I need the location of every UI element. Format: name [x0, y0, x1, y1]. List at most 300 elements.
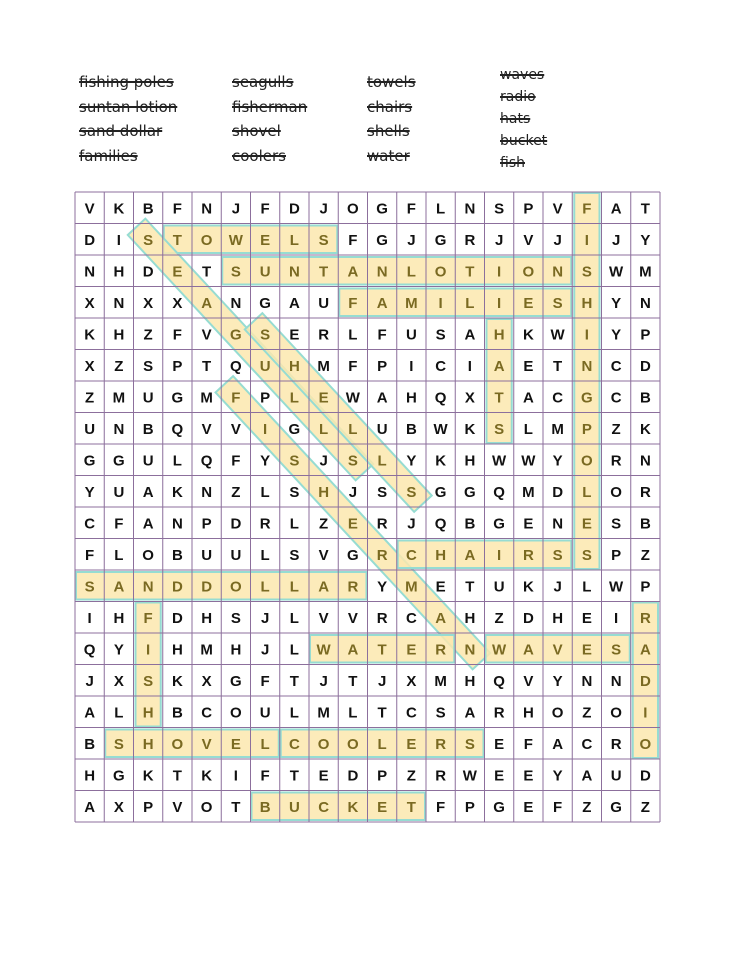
- grid-cell-letter[interactable]: H: [113, 609, 125, 627]
- grid-cell-letter[interactable]: Q: [83, 641, 96, 659]
- grid-cell-letter[interactable]: Z: [319, 515, 329, 533]
- grid-cell-letter[interactable]: N: [639, 294, 651, 312]
- grid-cell-letter[interactable]: U: [376, 420, 388, 438]
- grid-cell-letter[interactable]: A: [552, 735, 564, 753]
- grid-cell-letter[interactable]: G: [464, 483, 476, 501]
- grid-cell-letter[interactable]: M: [639, 263, 652, 281]
- grid-cell-letter[interactable]: V: [201, 326, 212, 344]
- grid-cell-letter[interactable]: D: [201, 578, 213, 596]
- grid-cell-letter[interactable]: B: [639, 389, 651, 407]
- grid-cell-letter[interactable]: C: [435, 357, 447, 375]
- grid-cell-letter[interactable]: C: [84, 515, 96, 533]
- grid-cell-letter[interactable]: A: [201, 294, 213, 312]
- grid-cell-letter[interactable]: R: [522, 546, 534, 564]
- grid-cell-letter[interactable]: G: [376, 231, 388, 249]
- grid-cell-letter[interactable]: A: [347, 263, 359, 281]
- grid-cell-letter[interactable]: X: [201, 672, 212, 690]
- grid-cell-letter[interactable]: K: [171, 483, 183, 501]
- grid-cell-letter[interactable]: V: [201, 420, 212, 438]
- grid-cell-letter[interactable]: E: [406, 641, 417, 659]
- grid-cell-letter[interactable]: O: [171, 735, 184, 753]
- grid-cell-letter[interactable]: A: [347, 641, 359, 659]
- grid-cell-letter[interactable]: C: [581, 735, 593, 753]
- grid-cell-letter[interactable]: G: [493, 798, 505, 816]
- grid-cell-letter[interactable]: C: [288, 735, 300, 753]
- grid-cell-letter[interactable]: J: [260, 609, 270, 627]
- grid-cell-letter[interactable]: K: [142, 767, 154, 785]
- grid-cell-letter[interactable]: Y: [552, 452, 563, 470]
- grid-cell-letter[interactable]: B: [464, 515, 476, 533]
- grid-cell-letter[interactable]: U: [259, 263, 271, 281]
- grid-cell-letter[interactable]: A: [493, 357, 505, 375]
- grid-cell-letter[interactable]: G: [347, 546, 359, 564]
- grid-cell-letter[interactable]: X: [84, 357, 95, 375]
- grid-cell-letter[interactable]: L: [260, 483, 270, 501]
- grid-cell-letter[interactable]: M: [317, 357, 330, 375]
- grid-cell-letter[interactable]: A: [376, 389, 388, 407]
- grid-cell-letter[interactable]: B: [142, 420, 154, 438]
- grid-cell-letter[interactable]: Y: [84, 483, 95, 501]
- grid-cell-letter[interactable]: O: [230, 704, 242, 722]
- grid-cell-letter[interactable]: E: [494, 767, 505, 785]
- grid-cell-letter[interactable]: H: [405, 389, 417, 407]
- grid-cell-letter[interactable]: U: [259, 357, 271, 375]
- grid-cell-letter[interactable]: D: [84, 231, 96, 249]
- grid-cell-letter[interactable]: I: [438, 294, 443, 312]
- grid-cell-letter[interactable]: L: [260, 735, 270, 753]
- grid-cell-letter[interactable]: H: [493, 326, 505, 344]
- grid-cell-letter[interactable]: D: [639, 357, 651, 375]
- grid-cell-letter[interactable]: N: [84, 263, 96, 281]
- grid-cell-letter[interactable]: F: [348, 294, 358, 312]
- grid-cell-letter[interactable]: Q: [171, 420, 184, 438]
- grid-cell-letter[interactable]: C: [610, 357, 622, 375]
- grid-cell-letter[interactable]: T: [494, 389, 504, 407]
- grid-cell-letter[interactable]: A: [435, 609, 447, 627]
- grid-cell-letter[interactable]: D: [171, 609, 183, 627]
- grid-cell-letter[interactable]: N: [171, 515, 183, 533]
- grid-cell-letter[interactable]: V: [230, 420, 241, 438]
- grid-cell-letter[interactable]: W: [609, 263, 624, 281]
- grid-cell-letter[interactable]: L: [319, 420, 329, 438]
- grid-cell-letter[interactable]: F: [231, 389, 241, 407]
- grid-cell-letter[interactable]: U: [288, 798, 300, 816]
- grid-cell-letter[interactable]: N: [142, 578, 154, 596]
- grid-cell-letter[interactable]: E: [435, 578, 446, 596]
- grid-cell-letter[interactable]: G: [581, 389, 593, 407]
- grid-cell-letter[interactable]: H: [435, 546, 447, 564]
- grid-cell-letter[interactable]: L: [582, 578, 592, 596]
- grid-cell-letter[interactable]: G: [434, 483, 447, 501]
- grid-cell-letter[interactable]: O: [347, 200, 359, 218]
- grid-cell-letter[interactable]: J: [348, 483, 358, 501]
- grid-cell-letter[interactable]: S: [84, 578, 95, 596]
- grid-cell-letter[interactable]: A: [318, 578, 330, 596]
- grid-cell-letter[interactable]: W: [609, 578, 624, 596]
- grid-cell-letter[interactable]: T: [202, 357, 212, 375]
- grid-cell-letter[interactable]: H: [288, 357, 300, 375]
- grid-cell-letter[interactable]: W: [492, 452, 507, 470]
- grid-cell-letter[interactable]: Y: [377, 578, 388, 596]
- grid-cell-letter[interactable]: F: [260, 200, 270, 218]
- grid-cell-letter[interactable]: R: [435, 735, 447, 753]
- grid-cell-letter[interactable]: K: [522, 326, 534, 344]
- grid-cell-letter[interactable]: Z: [231, 483, 241, 501]
- grid-cell-letter[interactable]: D: [639, 672, 651, 690]
- grid-cell-letter[interactable]: F: [172, 326, 182, 344]
- grid-cell-letter[interactable]: A: [610, 200, 622, 218]
- grid-cell-letter[interactable]: U: [405, 326, 417, 344]
- grid-cell-letter[interactable]: G: [434, 231, 447, 249]
- grid-cell-letter[interactable]: F: [172, 200, 182, 218]
- grid-cell-letter[interactable]: A: [522, 389, 534, 407]
- grid-cell-letter[interactable]: N: [581, 672, 593, 690]
- grid-cell-letter[interactable]: H: [113, 263, 125, 281]
- grid-cell-letter[interactable]: P: [581, 420, 592, 438]
- grid-cell-letter[interactable]: T: [319, 263, 329, 281]
- grid-cell-letter[interactable]: G: [288, 420, 301, 438]
- grid-cell-letter[interactable]: O: [610, 483, 622, 501]
- grid-cell-letter[interactable]: I: [497, 263, 502, 281]
- grid-cell-letter[interactable]: R: [493, 704, 505, 722]
- grid-cell-letter[interactable]: O: [551, 704, 564, 722]
- grid-cell-letter[interactable]: K: [113, 200, 125, 218]
- grid-cell-letter[interactable]: F: [260, 767, 270, 785]
- grid-cell-letter[interactable]: G: [376, 200, 388, 218]
- grid-cell-letter[interactable]: O: [434, 263, 447, 281]
- grid-cell-letter[interactable]: O: [639, 735, 652, 753]
- grid-cell-letter[interactable]: E: [581, 609, 592, 627]
- grid-cell-letter[interactable]: L: [436, 200, 446, 218]
- grid-cell-letter[interactable]: G: [230, 672, 242, 690]
- grid-cell-letter[interactable]: N: [376, 263, 388, 281]
- grid-cell-letter[interactable]: T: [172, 767, 182, 785]
- grid-cell-letter[interactable]: A: [464, 326, 476, 344]
- grid-cell-letter[interactable]: F: [114, 515, 124, 533]
- grid-cell-letter[interactable]: R: [376, 515, 388, 533]
- grid-cell-letter[interactable]: L: [172, 452, 182, 470]
- grid-cell-letter[interactable]: L: [289, 578, 299, 596]
- grid-cell-letter[interactable]: S: [611, 641, 622, 659]
- grid-cell-letter[interactable]: L: [348, 704, 358, 722]
- grid-cell-letter[interactable]: X: [464, 389, 475, 407]
- grid-cell-letter[interactable]: N: [552, 515, 564, 533]
- grid-cell-letter[interactable]: C: [405, 704, 417, 722]
- grid-cell-letter[interactable]: L: [406, 263, 416, 281]
- grid-cell-letter[interactable]: L: [523, 420, 533, 438]
- grid-cell-letter[interactable]: H: [113, 326, 125, 344]
- grid-cell-letter[interactable]: A: [288, 294, 300, 312]
- grid-cell-letter[interactable]: I: [146, 641, 151, 659]
- grid-cell-letter[interactable]: J: [319, 452, 328, 470]
- grid-cell-letter[interactable]: F: [377, 326, 387, 344]
- grid-cell-letter[interactable]: L: [377, 735, 387, 753]
- grid-cell-letter[interactable]: O: [347, 735, 359, 753]
- grid-cell-letter[interactable]: E: [494, 735, 505, 753]
- grid-cell-letter[interactable]: L: [289, 515, 299, 533]
- grid-cell-letter[interactable]: A: [84, 798, 96, 816]
- grid-cell-letter[interactable]: B: [84, 735, 96, 753]
- grid-cell-letter[interactable]: D: [639, 767, 651, 785]
- grid-cell-letter[interactable]: B: [171, 704, 183, 722]
- grid-cell-letter[interactable]: Y: [113, 641, 124, 659]
- grid-cell-letter[interactable]: S: [289, 483, 300, 501]
- grid-cell-letter[interactable]: C: [552, 389, 564, 407]
- grid-cell-letter[interactable]: N: [288, 263, 300, 281]
- grid-cell-letter[interactable]: M: [112, 389, 126, 407]
- grid-cell-letter[interactable]: T: [231, 798, 241, 816]
- grid-cell-letter[interactable]: Q: [200, 452, 213, 470]
- grid-cell-letter[interactable]: F: [582, 200, 592, 218]
- grid-cell-letter[interactable]: H: [464, 452, 476, 470]
- grid-cell-letter[interactable]: D: [347, 767, 359, 785]
- grid-cell-letter[interactable]: H: [142, 704, 154, 722]
- grid-cell-letter[interactable]: P: [260, 389, 271, 407]
- grid-cell-letter[interactable]: G: [230, 326, 242, 344]
- grid-cell-letter[interactable]: P: [464, 798, 475, 816]
- grid-cell-letter[interactable]: D: [552, 483, 564, 501]
- grid-cell-letter[interactable]: I: [263, 420, 268, 438]
- grid-cell-letter[interactable]: J: [611, 231, 621, 249]
- grid-cell-letter[interactable]: E: [523, 798, 534, 816]
- grid-cell-letter[interactable]: E: [523, 357, 534, 375]
- grid-cell-letter[interactable]: N: [639, 452, 651, 470]
- grid-cell-letter[interactable]: R: [435, 767, 447, 785]
- grid-cell-letter[interactable]: H: [552, 609, 564, 627]
- grid-cell-letter[interactable]: I: [467, 357, 472, 375]
- grid-cell-letter[interactable]: O: [581, 452, 593, 470]
- grid-cell-letter[interactable]: T: [640, 200, 650, 218]
- grid-cell-letter[interactable]: E: [581, 641, 592, 659]
- grid-cell-letter[interactable]: S: [143, 357, 154, 375]
- grid-cell-letter[interactable]: J: [407, 231, 416, 249]
- grid-cell-letter[interactable]: T: [377, 704, 387, 722]
- grid-cell-letter[interactable]: F: [406, 200, 416, 218]
- grid-cell-letter[interactable]: K: [639, 420, 651, 438]
- grid-cell-letter[interactable]: H: [230, 641, 242, 659]
- grid-cell-letter[interactable]: Q: [434, 389, 447, 407]
- grid-cell-letter[interactable]: U: [610, 767, 622, 785]
- grid-cell-letter[interactable]: J: [231, 200, 241, 218]
- grid-cell-letter[interactable]: K: [201, 767, 213, 785]
- grid-cell-letter[interactable]: F: [231, 452, 241, 470]
- grid-cell-letter[interactable]: L: [377, 452, 387, 470]
- grid-cell-letter[interactable]: B: [142, 200, 154, 218]
- grid-cell-letter[interactable]: E: [318, 389, 329, 407]
- grid-cell-letter[interactable]: P: [640, 326, 651, 344]
- grid-cell-letter[interactable]: A: [639, 641, 651, 659]
- grid-cell-letter[interactable]: W: [345, 389, 360, 407]
- grid-cell-letter[interactable]: M: [317, 704, 330, 722]
- grid-cell-letter[interactable]: V: [347, 609, 358, 627]
- grid-cell-letter[interactable]: Y: [611, 294, 622, 312]
- grid-cell-letter[interactable]: H: [84, 767, 96, 785]
- grid-cell-letter[interactable]: I: [497, 546, 502, 564]
- grid-cell-letter[interactable]: R: [376, 609, 388, 627]
- grid-cell-letter[interactable]: J: [319, 200, 328, 218]
- grid-cell-letter[interactable]: S: [494, 200, 505, 218]
- grid-cell-letter[interactable]: S: [464, 735, 475, 753]
- grid-cell-letter[interactable]: S: [435, 704, 446, 722]
- grid-cell-letter[interactable]: T: [406, 798, 416, 816]
- grid-cell-letter[interactable]: P: [201, 515, 212, 533]
- grid-cell-letter[interactable]: M: [551, 420, 564, 438]
- grid-cell-letter[interactable]: N: [113, 420, 125, 438]
- grid-cell-letter[interactable]: K: [171, 672, 183, 690]
- grid-cell-letter[interactable]: X: [113, 672, 124, 690]
- grid-cell-letter[interactable]: F: [85, 546, 95, 564]
- grid-cell-letter[interactable]: N: [581, 357, 593, 375]
- grid-cell-letter[interactable]: Z: [611, 420, 621, 438]
- grid-cell-letter[interactable]: S: [581, 263, 592, 281]
- grid-cell-letter[interactable]: X: [172, 294, 183, 312]
- grid-cell-letter[interactable]: N: [230, 294, 242, 312]
- grid-cell-letter[interactable]: J: [260, 641, 270, 659]
- grid-cell-letter[interactable]: E: [230, 735, 241, 753]
- grid-cell-letter[interactable]: S: [347, 452, 358, 470]
- grid-cell-letter[interactable]: P: [143, 798, 154, 816]
- grid-cell-letter[interactable]: E: [523, 767, 534, 785]
- grid-cell-letter[interactable]: E: [260, 231, 271, 249]
- grid-cell-letter[interactable]: W: [433, 420, 448, 438]
- grid-cell-letter[interactable]: J: [553, 231, 562, 249]
- grid-cell-letter[interactable]: M: [200, 641, 213, 659]
- grid-cell-letter[interactable]: T: [202, 263, 212, 281]
- grid-cell-letter[interactable]: U: [142, 389, 154, 407]
- grid-cell-letter[interactable]: F: [260, 672, 270, 690]
- grid-cell-letter[interactable]: Z: [114, 357, 124, 375]
- grid-cell-letter[interactable]: F: [348, 357, 358, 375]
- grid-cell-letter[interactable]: A: [464, 546, 476, 564]
- grid-cell-letter[interactable]: N: [201, 200, 213, 218]
- grid-cell-letter[interactable]: S: [260, 326, 271, 344]
- grid-cell-letter[interactable]: W: [228, 231, 243, 249]
- grid-cell-letter[interactable]: M: [522, 483, 535, 501]
- grid-cell-letter[interactable]: S: [494, 420, 505, 438]
- grid-cell-letter[interactable]: R: [464, 231, 476, 249]
- grid-cell-letter[interactable]: I: [643, 704, 648, 722]
- grid-cell-letter[interactable]: O: [317, 735, 330, 753]
- grid-cell-letter[interactable]: X: [143, 294, 154, 312]
- grid-cell-letter[interactable]: T: [289, 672, 299, 690]
- grid-cell-letter[interactable]: U: [318, 294, 330, 312]
- grid-cell-letter[interactable]: L: [289, 704, 299, 722]
- grid-cell-letter[interactable]: T: [348, 672, 358, 690]
- grid-cell-letter[interactable]: P: [640, 578, 651, 596]
- grid-cell-letter[interactable]: U: [113, 483, 125, 501]
- grid-cell-letter[interactable]: U: [201, 546, 213, 564]
- grid-cell-letter[interactable]: Y: [260, 452, 271, 470]
- grid-cell-letter[interactable]: S: [318, 231, 329, 249]
- grid-cell-letter[interactable]: Y: [552, 672, 563, 690]
- grid-cell-letter[interactable]: C: [318, 798, 330, 816]
- grid-cell-letter[interactable]: V: [552, 200, 563, 218]
- grid-cell-letter[interactable]: S: [113, 735, 124, 753]
- grid-cell-letter[interactable]: S: [581, 546, 592, 564]
- grid-cell-letter[interactable]: C: [405, 546, 417, 564]
- grid-cell-letter[interactable]: M: [200, 389, 213, 407]
- grid-cell-letter[interactable]: E: [377, 798, 388, 816]
- grid-cell-letter[interactable]: C: [201, 704, 213, 722]
- grid-cell-letter[interactable]: N: [113, 294, 125, 312]
- grid-cell-letter[interactable]: L: [260, 578, 270, 596]
- grid-cell-letter[interactable]: N: [464, 641, 476, 659]
- grid-cell-letter[interactable]: R: [639, 609, 651, 627]
- grid-cell-letter[interactable]: F: [348, 231, 358, 249]
- grid-cell-letter[interactable]: R: [347, 578, 359, 596]
- grid-cell-letter[interactable]: A: [522, 641, 534, 659]
- grid-cell-letter[interactable]: A: [142, 483, 154, 501]
- grid-cell-letter[interactable]: A: [581, 767, 593, 785]
- grid-cell-letter[interactable]: H: [171, 641, 183, 659]
- grid-cell-letter[interactable]: S: [377, 483, 388, 501]
- grid-cell-letter[interactable]: S: [611, 515, 622, 533]
- grid-cell-letter[interactable]: V: [523, 672, 534, 690]
- grid-cell-letter[interactable]: P: [172, 357, 183, 375]
- grid-cell-letter[interactable]: N: [552, 263, 564, 281]
- grid-cell-letter[interactable]: B: [639, 515, 651, 533]
- grid-cell-letter[interactable]: R: [259, 515, 271, 533]
- grid-cell-letter[interactable]: I: [87, 609, 92, 627]
- grid-cell-letter[interactable]: T: [289, 767, 299, 785]
- grid-cell-letter[interactable]: U: [142, 452, 154, 470]
- grid-cell-letter[interactable]: I: [409, 357, 414, 375]
- grid-cell-letter[interactable]: P: [523, 200, 534, 218]
- grid-cell-letter[interactable]: V: [84, 200, 95, 218]
- grid-cell-letter[interactable]: R: [610, 735, 622, 753]
- grid-cell-letter[interactable]: O: [200, 798, 213, 816]
- grid-cell-letter[interactable]: Y: [640, 231, 651, 249]
- grid-cell-letter[interactable]: Y: [552, 767, 563, 785]
- grid-cell-letter[interactable]: Z: [85, 389, 95, 407]
- grid-cell-letter[interactable]: H: [318, 483, 330, 501]
- grid-cell-letter[interactable]: G: [259, 294, 271, 312]
- grid-cell-letter[interactable]: O: [522, 263, 535, 281]
- grid-cell-letter[interactable]: V: [172, 798, 183, 816]
- grid-cell-letter[interactable]: W: [462, 767, 477, 785]
- grid-cell-letter[interactable]: V: [523, 231, 534, 249]
- grid-cell-letter[interactable]: Z: [640, 798, 650, 816]
- grid-cell-letter[interactable]: H: [464, 672, 476, 690]
- grid-cell-letter[interactable]: N: [464, 200, 476, 218]
- grid-cell-letter[interactable]: R: [610, 452, 622, 470]
- grid-cell-letter[interactable]: S: [143, 672, 154, 690]
- grid-cell-letter[interactable]: Q: [434, 515, 447, 533]
- grid-cell-letter[interactable]: I: [233, 767, 238, 785]
- grid-cell-letter[interactable]: S: [230, 263, 241, 281]
- grid-cell-letter[interactable]: X: [406, 672, 417, 690]
- grid-cell-letter[interactable]: X: [113, 798, 124, 816]
- grid-cell-letter[interactable]: O: [610, 704, 622, 722]
- grid-cell-letter[interactable]: M: [405, 294, 418, 312]
- grid-cell-letter[interactable]: S: [289, 546, 300, 564]
- grid-cell-letter[interactable]: S: [435, 326, 446, 344]
- grid-cell-letter[interactable]: K: [435, 452, 447, 470]
- grid-cell-letter[interactable]: O: [142, 546, 154, 564]
- grid-cell-letter[interactable]: Z: [582, 704, 592, 722]
- grid-cell-letter[interactable]: L: [260, 546, 270, 564]
- grid-cell-letter[interactable]: L: [465, 294, 475, 312]
- grid-cell-letter[interactable]: B: [171, 546, 183, 564]
- grid-cell-letter[interactable]: G: [113, 452, 125, 470]
- grid-cell-letter[interactable]: Q: [493, 672, 505, 690]
- grid-cell-letter[interactable]: D: [142, 263, 154, 281]
- grid-cell-letter[interactable]: C: [610, 389, 622, 407]
- grid-cell-letter[interactable]: B: [405, 420, 417, 438]
- grid-cell-letter[interactable]: B: [259, 798, 271, 816]
- grid-cell-letter[interactable]: H: [581, 294, 593, 312]
- grid-cell-letter[interactable]: A: [464, 704, 476, 722]
